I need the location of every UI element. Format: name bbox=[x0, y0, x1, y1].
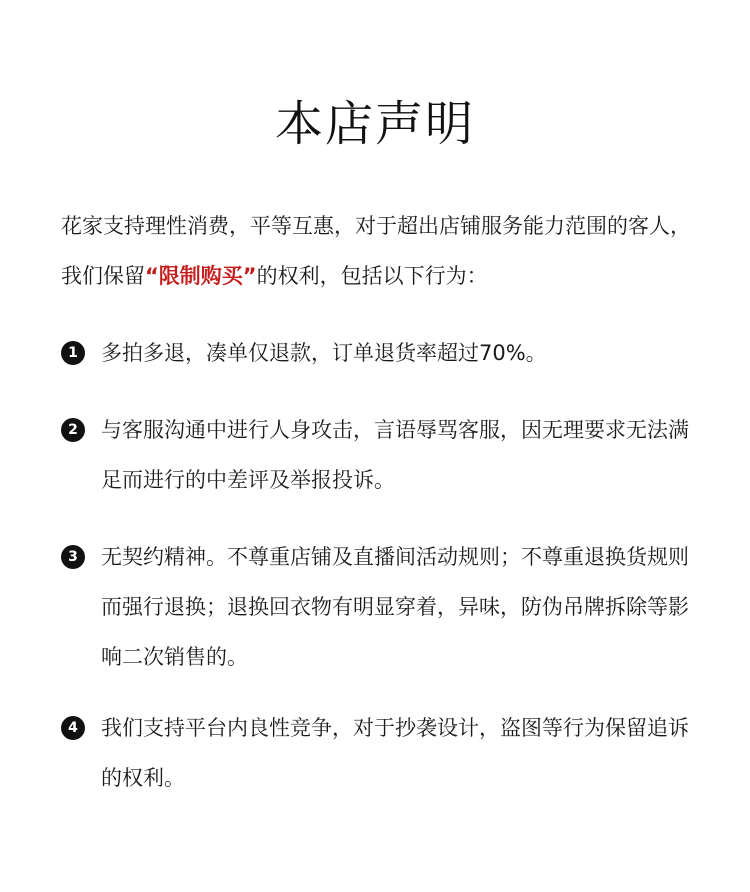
statement-text-1: 多拍多退，凑单仅退款，订单退货率超过70%。 bbox=[101, 341, 547, 365]
number-badge-3: 3 bbox=[61, 545, 85, 569]
statement-text-2: 与客服沟通中进行人身攻击，言语辱骂客服，因无理要求无法满足而进行的中差评及举报投诉。 bbox=[101, 418, 689, 492]
intro-text-after: 的权利，包括以下行为： bbox=[256, 264, 488, 288]
statement-text-3: 无契约精神。不尊重店铺及直播间活动规则；不尊重退换货规则而强行退换；退换回衣物有明显穿着，异味，防伪吊牌拆除等影响二次销售的。 bbox=[101, 545, 689, 669]
statement-item-3 bbox=[61, 532, 701, 682]
statement-item-4 bbox=[61, 703, 701, 803]
statement-item-2 bbox=[61, 405, 701, 505]
intro-highlight: “限制购买” bbox=[145, 264, 257, 288]
page-title: 本店声明 bbox=[274, 96, 475, 153]
intro-text-before: 花家支持理性消费，平等互惠，对于超出店铺服务能力范围的客人，我们保留 bbox=[61, 214, 691, 288]
number-badge-1: 1 bbox=[61, 341, 85, 365]
statement-text-4: 我们支持平台内良性竞争，对于抄袭设计，盗图等行为保留追诉的权利。 bbox=[101, 716, 689, 790]
number-badge-2: 2 bbox=[61, 418, 85, 442]
statement-item-1 bbox=[61, 328, 701, 378]
number-badge-4: 4 bbox=[61, 716, 85, 740]
intro-paragraph bbox=[61, 201, 701, 301]
